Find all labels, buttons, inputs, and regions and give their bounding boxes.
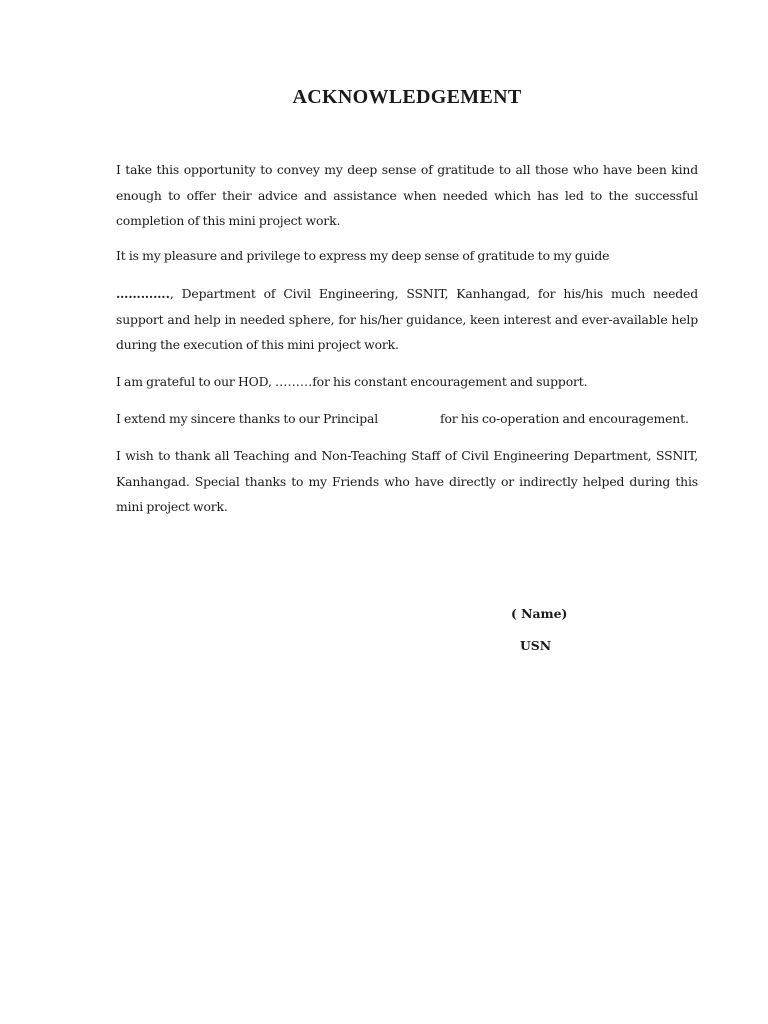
hod-name-placeholder: ……… [275,374,313,389]
signature-name: ( Name) [511,606,568,621]
paragraph-hod [116,369,698,395]
paragraph-gratitude [116,157,698,234]
paragraph-text-start: I extend my sincere thanks to our Principal [116,411,379,426]
paragraph-text-start: I am grateful to our HOD, [116,374,276,389]
page-title: ACKNOWLEDGEMENT [292,86,522,108]
guide-name-placeholder: …………. [116,286,170,301]
paragraph-text [116,281,698,358]
paragraph-staff [116,443,698,520]
paragraph-text: I take this opportunity to convey my deep sense of gratitude to all those who have been kind enough to offer their advice and assistance when needed which has led to the successful completion of this mini project work. [116,162,698,228]
paragraph-principal [116,406,698,432]
paragraph-text: I wish to thank all Teaching and Non-Teaching Staff of Civil Engineering Department, SSNIT, Kanhangad. Special thanks to my Friends who have directly or indirectly helped during this mini project work. [116,448,698,514]
paragraph-text-rest: , Department of Civil Engineering, SSNIT, Kanhangad, for his/his much needed support and help in needed sphere, for his/her guidance, keen interest and ever-available help during the execution of this mini project work. [116,286,698,352]
paragraph-text: It is my pleasure and privilege to express my deep sense of gratitude to my guide [116,248,610,263]
signature-usn: USN [520,638,552,653]
paragraph-guide [116,281,698,358]
paragraph-guide-intro [116,243,698,269]
paragraph-text-end: for his constant encouragement and support. [312,374,588,389]
paragraph-text [116,369,698,395]
paragraph-text-end: for his co-operation and encouragement. [440,411,689,426]
paragraph-text [116,406,698,432]
